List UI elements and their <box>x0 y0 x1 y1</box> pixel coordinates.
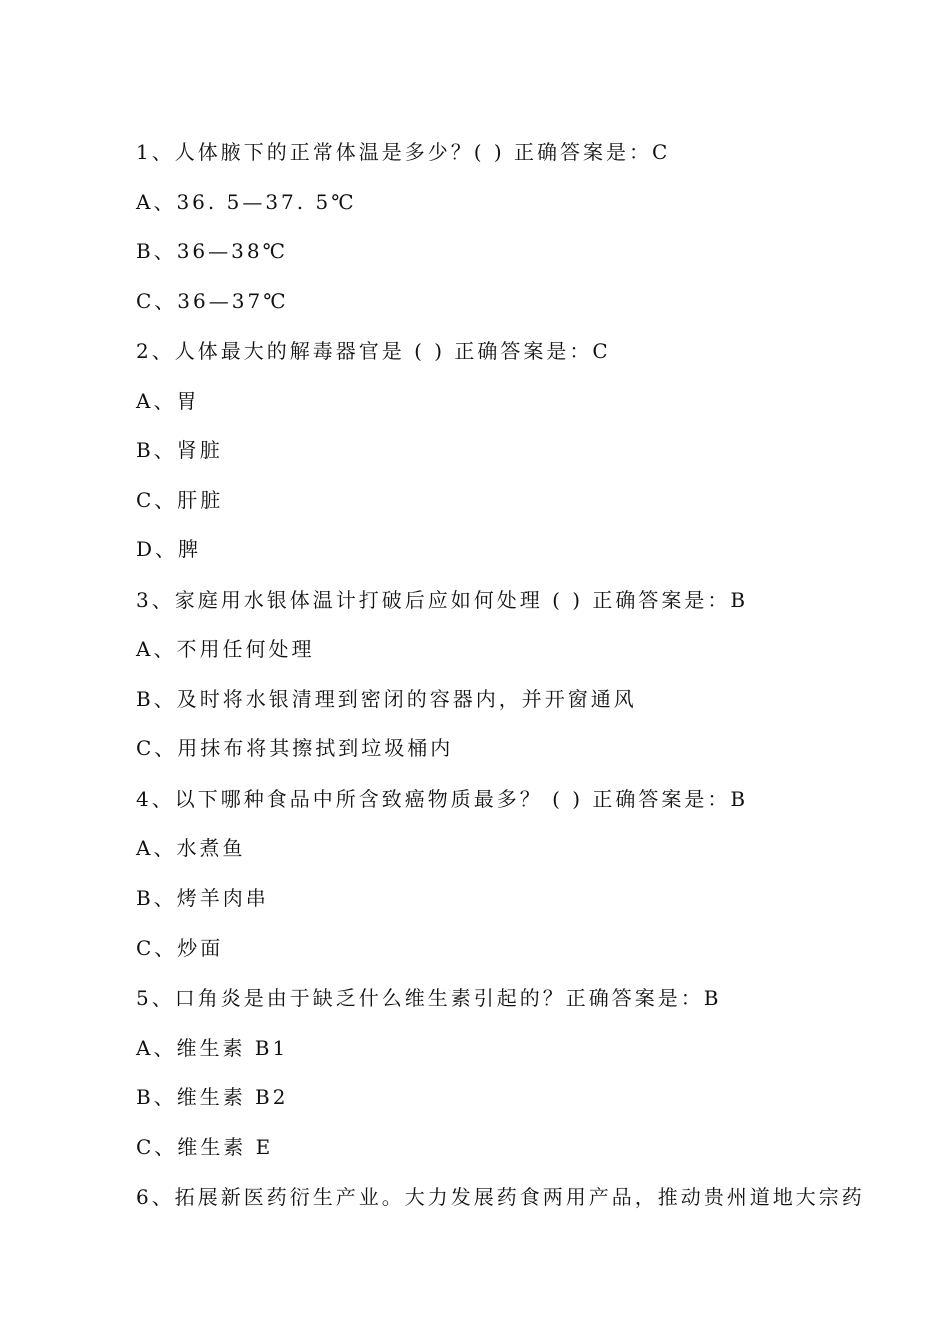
question-4-option-a: A、水煮鱼 <box>136 836 246 860</box>
question-5-text: 5、口角炎是由于缺乏什么维生素引起的？正确答案是：B <box>136 986 722 1010</box>
question-2-option-d: D、脾 <box>136 537 202 561</box>
question-3-option-a: A、不用任何处理 <box>136 637 315 661</box>
question-4-option-c: C、炒面 <box>136 936 224 960</box>
question-1-text: 1、人体腋下的正常体温是多少？( ) 正确答案是：C <box>136 140 671 164</box>
question-4-option-b: B、烤羊肉串 <box>136 886 269 910</box>
question-2-option-a: A、胃 <box>136 389 200 413</box>
question-5-option-a: A、维生素 B1 <box>136 1036 289 1060</box>
question-2-option-b: B、肾脏 <box>136 438 223 462</box>
question-1-option-a: A、36. 5—37. 5℃ <box>136 190 357 214</box>
question-1-option-c: C、36—37℃ <box>136 289 289 313</box>
question-3-text: 3、家庭用水银体温计打破后应如何处理 ( ) 正确答案是：B <box>136 588 749 612</box>
question-2-text: 2、人体最大的解毒器官是 ( ) 正确答案是：C <box>136 339 611 363</box>
question-1-option-b: B、36—38℃ <box>136 239 288 263</box>
question-2-option-c: C、肝脏 <box>136 488 224 512</box>
question-4-text: 4、以下哪种食品中所含致癌物质最多？ ( ) 正确答案是：B <box>136 787 749 811</box>
question-3-option-c: C、用抹布将其擦拭到垃圾桶内 <box>136 736 454 760</box>
question-3-option-b: B、及时将水银清理到密闭的容器内，并开窗通风 <box>136 687 637 711</box>
question-5-option-b: B、维生素 B2 <box>136 1085 289 1109</box>
question-6-text: 6、拓展新医药衍生产业。大力发展药食两用产品，推动贵州道地大宗药 <box>136 1185 865 1209</box>
question-5-option-c: C、维生素 E <box>136 1135 274 1159</box>
